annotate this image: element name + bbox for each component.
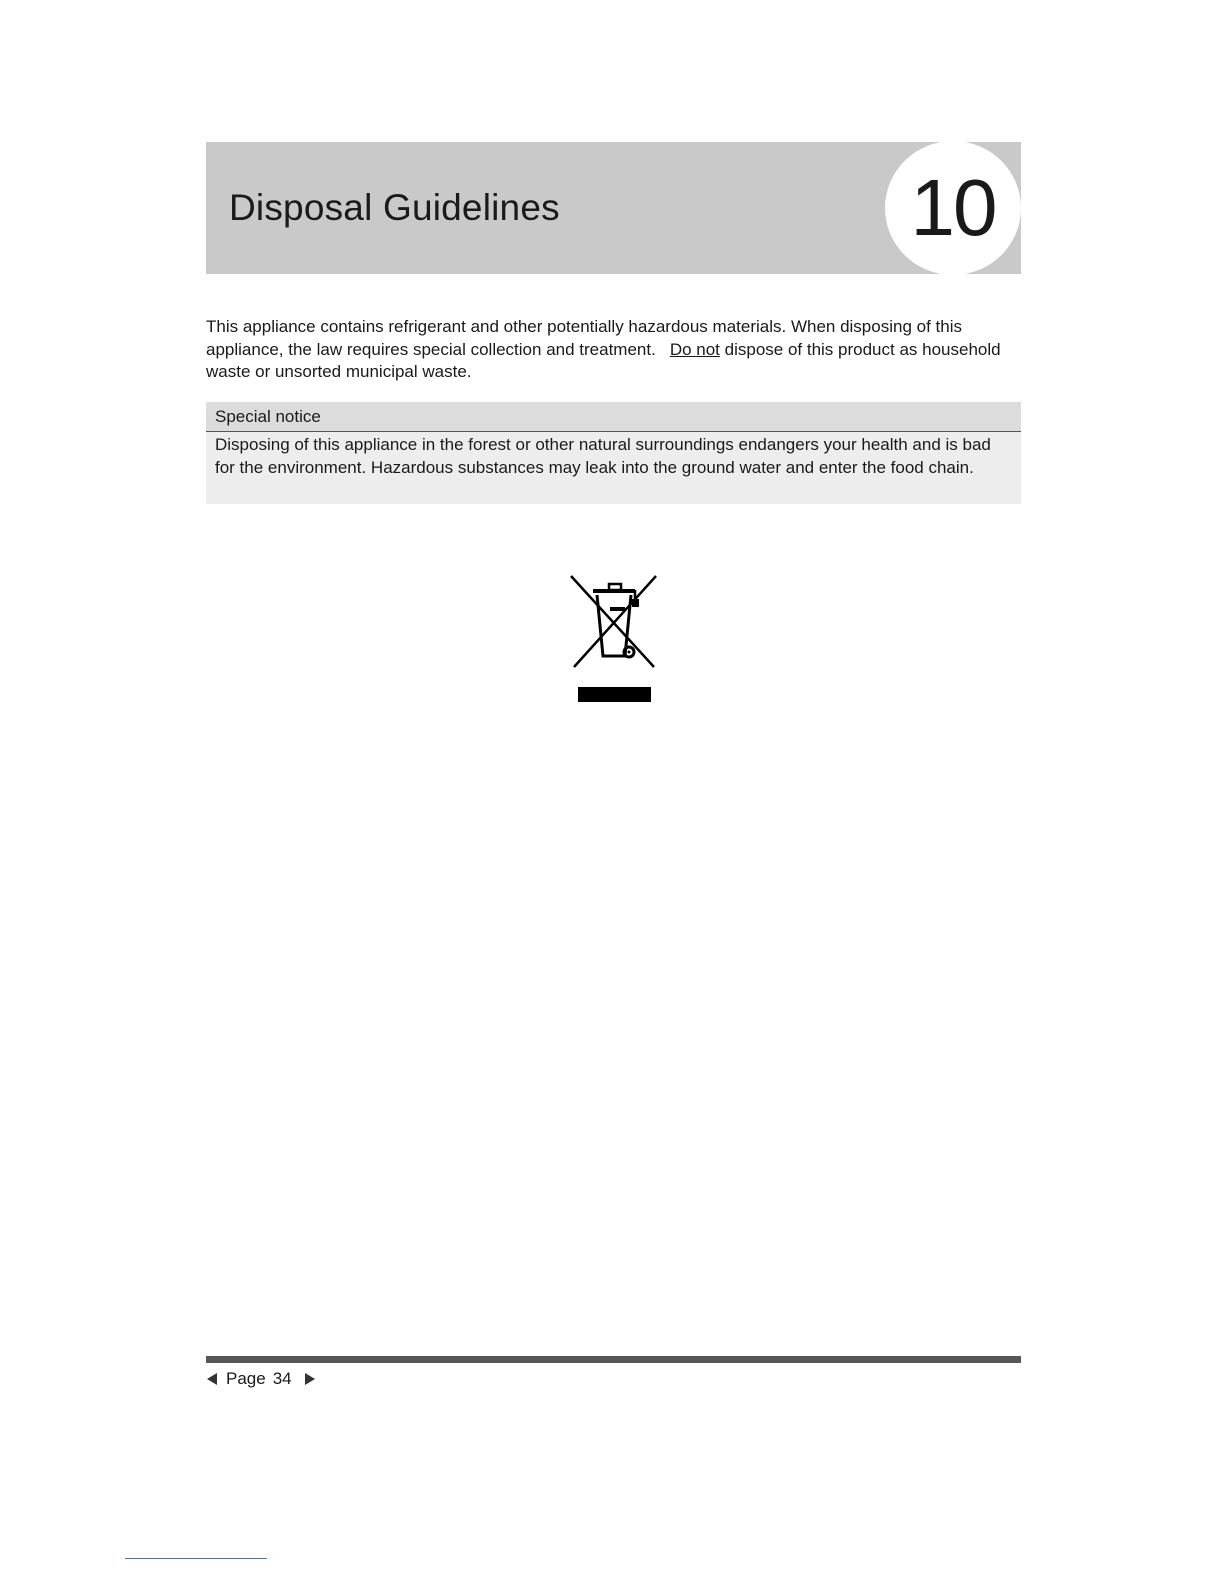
special-notice-heading: Special notice bbox=[206, 402, 1021, 432]
chapter-header bbox=[206, 142, 1021, 274]
footer-rule bbox=[206, 1356, 1021, 1363]
link-underline[interactable] bbox=[125, 1558, 267, 1559]
page-number: 34 bbox=[272, 1369, 292, 1388]
chapter-title: Disposal Guidelines bbox=[229, 187, 560, 228]
intro-text-before: This appliance contains refrigerant and other potentially hazardous materials. When disposing of this appliance, the law requires special collection and treatment. bbox=[206, 317, 962, 359]
intro-text-after: dispose of this product as household waste or unsorted municipal waste. bbox=[206, 339, 1001, 381]
chapter-number: 10 bbox=[910, 163, 996, 252]
page-navigation bbox=[207, 1367, 315, 1391]
page-label: Page bbox=[226, 1369, 266, 1388]
special-notice-box bbox=[206, 402, 1021, 504]
intro-paragraph bbox=[206, 316, 1006, 384]
special-notice-body: Disposing of this appliance in the forest or other natural surroundings endangers your health and is bad for the environment. Hazardous substances may leak into the ground water and enter the food chain. bbox=[215, 435, 991, 477]
triangle-right-icon[interactable] bbox=[305, 1373, 315, 1385]
intro-emphasis: Do not bbox=[669, 339, 720, 359]
crossed-out-wheelie-bin-icon bbox=[566, 572, 662, 706]
triangle-left-icon[interactable] bbox=[207, 1373, 217, 1385]
